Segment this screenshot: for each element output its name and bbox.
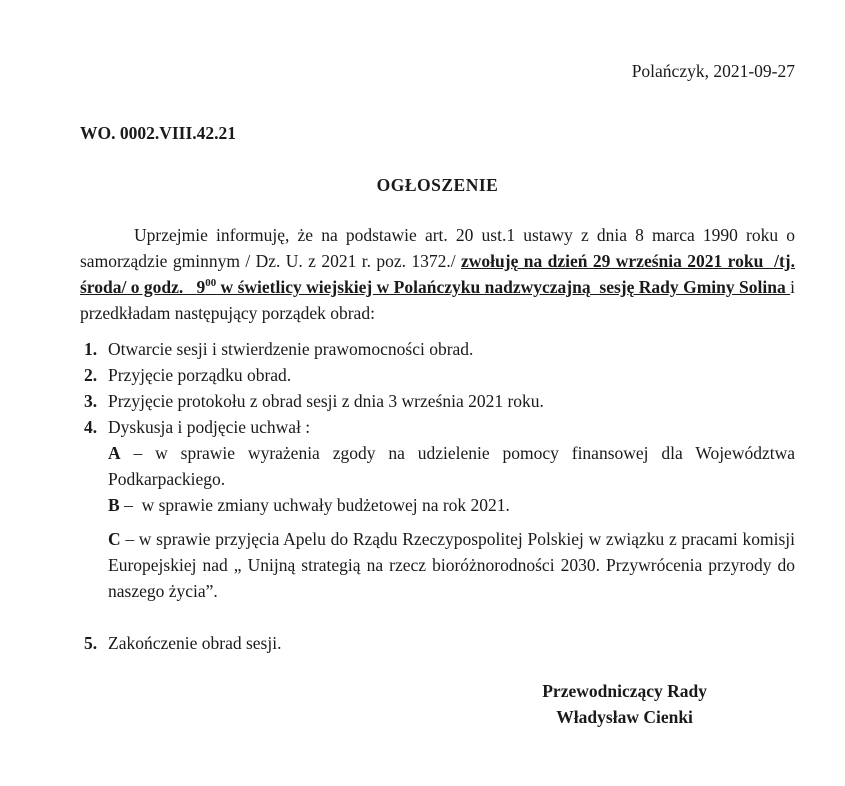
resolution-a (108, 440, 795, 492)
intro-emphasis-part2: w świetlicy wiejskiej w Polańczyku nadzwyczajną sesję Rady Gminy Solina (216, 277, 791, 297)
resolution-c-letter: C (108, 529, 121, 549)
intro-lead: Uprzejmie informuję, że na podstawie art. 20 ust.1 ustawy z dnia 8 marca 1990 roku o samorządzie gminnym / Dz. U. z 2021 r. poz. 1372./ (80, 225, 795, 271)
signature-block (542, 678, 707, 730)
resolution-a-text: – w sprawie wyrażenia zgody na udzielenie pomocy finansowej dla Województwa Podkarpackiego. (108, 443, 795, 489)
agenda-item-5-text: Zakończenie obrad sesji. (108, 633, 282, 653)
agenda-item-3 (80, 388, 795, 414)
agenda-item-3-text: Przyjęcie protokołu z obrad sesji z dnia 3 września 2021 roku. (108, 391, 544, 411)
agenda-item-5-number: 5. (84, 633, 98, 653)
agenda-item-4-number: 4. (84, 417, 98, 437)
signature-role: Przewodniczący Rady (542, 681, 707, 701)
agenda-item-1 (80, 336, 795, 362)
resolution-b-text: – w sprawie zmiany uchwały budżetowej na rok 2021. (119, 495, 510, 515)
resolution-b-letter: B (108, 495, 120, 515)
agenda-item-1-text: Otwarcie sesji i stwierdzenie prawomocności obrad. (108, 339, 474, 359)
resolution-c-text: – w sprawie przyjęcia Apelu do Rządu Rzeczypospolitej Polskiej w związku z pracami komisji Europejskiej nad „ Unijną strategią na rzecz bioróżnorodności 2030. Przywrócenia przyrody do naszego życia”. (108, 529, 795, 601)
agenda-item-2-number: 2. (84, 365, 98, 385)
agenda-item-5 (80, 630, 795, 656)
agenda-item-1-number: 1. (84, 339, 98, 359)
agenda-item-2-text: Przyjęcie porządku obrad. (108, 365, 292, 385)
agenda-list (80, 336, 795, 656)
session-time-minutes: 00 (205, 277, 217, 290)
resolution-c (108, 526, 795, 604)
dateline: Polańczyk, 2021-09-27 (631, 61, 795, 81)
agenda-item-4 (80, 414, 795, 440)
intro-tail: i przedkładam następujący porządek obrad: (80, 277, 795, 323)
agenda-item-3-number: 3. (84, 391, 98, 411)
signature-name: Władysław Cienki (556, 707, 693, 727)
intro-emphasis-part1: zwołuję na dzień 29 września 2021 roku /tj. środa/ o godz. (80, 251, 796, 297)
reference-number: WO. 0002.VIII.42.21 (80, 123, 237, 143)
intro-paragraph (80, 222, 795, 326)
resolution-a-letter: A (108, 443, 121, 463)
session-time (197, 277, 217, 297)
agenda-item-4-text: Dyskusja i podjęcie uchwał : (108, 417, 311, 437)
session-time-hour: 9 (196, 277, 206, 297)
resolution-b (108, 492, 795, 518)
agenda-item-2 (80, 362, 795, 388)
document-title: OGŁOSZENIE (376, 175, 499, 195)
